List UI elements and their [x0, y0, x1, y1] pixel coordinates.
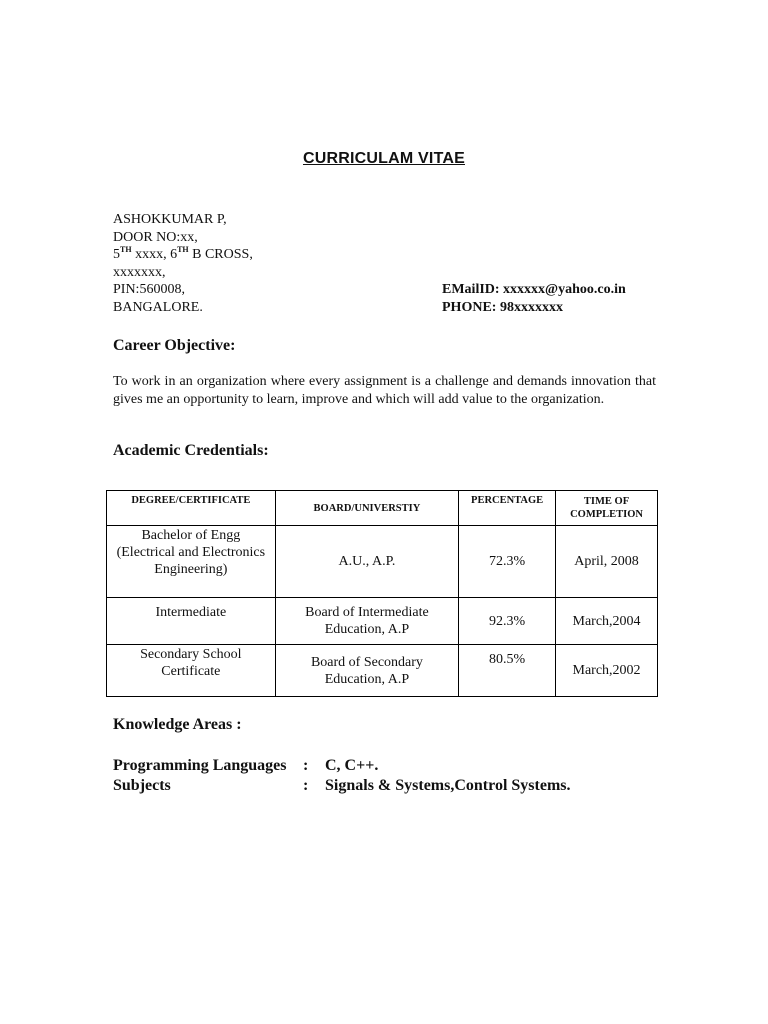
street-number: 5 — [113, 247, 120, 262]
board-cell: Board of Intermediate Education, A.P — [275, 598, 458, 645]
header-completion: TIME OF COMPLETION — [556, 491, 658, 526]
address-pin: PIN:560008, — [113, 282, 185, 297]
header-degree: DEGREE/CERTIFICATE — [107, 491, 276, 526]
address-block — [113, 211, 253, 316]
street-superscript: TH — [120, 245, 132, 254]
table-header-row — [107, 491, 658, 526]
address-door: DOOR NO:xx, — [113, 229, 198, 245]
candidate-name: ASHOKKUMAR P, — [113, 212, 227, 227]
degree-cell: Bachelor of Engg (Electrical and Electronics Engineering) — [107, 526, 276, 598]
phone-line: PHONE: 98xxxxxxx — [442, 300, 563, 315]
career-objective-heading: Career Objective: — [113, 337, 236, 354]
header-board: BOARD/UNIVERSTIY — [275, 491, 458, 526]
knowledge-item — [113, 777, 571, 795]
career-objective-text: To work in an organization where every assignment is a challenge and demands innovation that gives me an opportunity to learn, improve and which will add value to the organization. — [113, 374, 656, 407]
table-row — [107, 598, 658, 645]
completion-cell: April, 2008 — [556, 526, 658, 598]
knowledge-key: Programming Languages — [113, 757, 287, 774]
knowledge-separator: : — [303, 757, 309, 774]
knowledge-key: Subjects — [113, 777, 171, 794]
table-row — [107, 645, 658, 697]
table-row — [107, 526, 658, 598]
knowledge-separator: : — [303, 777, 309, 794]
address-city: BANGALORE. — [113, 299, 203, 315]
degree-cell: Intermediate — [107, 598, 276, 645]
street-end: B CROSS, — [188, 247, 253, 262]
contact-block — [442, 281, 626, 317]
street-middle: xxxx, 6 — [131, 247, 178, 262]
knowledge-item — [113, 757, 378, 775]
email-line: EMailID: xxxxxx@yahoo.co.in — [442, 282, 626, 297]
document-title: CURRICULAM VITAE — [302, 150, 465, 167]
knowledge-heading: Knowledge Areas : — [113, 716, 242, 733]
completion-cell: March,2002 — [556, 645, 658, 697]
address-locality: xxxxxxx, — [113, 264, 166, 280]
percentage-cell: 92.3% — [459, 598, 556, 645]
percentage-cell: 80.5% — [459, 645, 556, 697]
header-percentage: PERCENTAGE — [459, 491, 556, 526]
completion-cell: March,2004 — [556, 598, 658, 645]
degree-cell: Secondary School Certificate — [107, 645, 276, 697]
academic-heading: Academic Credentials: — [113, 442, 269, 459]
address-street — [113, 246, 253, 264]
board-cell: A.U., A.P. — [275, 526, 458, 598]
cross-superscript: TH — [177, 245, 189, 254]
percentage-cell: 72.3% — [459, 526, 556, 598]
academic-table — [106, 490, 658, 697]
knowledge-value: Signals & Systems,Control Systems. — [325, 777, 571, 794]
board-cell: Board of Secondary Education, A.P — [275, 645, 458, 697]
knowledge-value: C, C++. — [325, 757, 379, 774]
